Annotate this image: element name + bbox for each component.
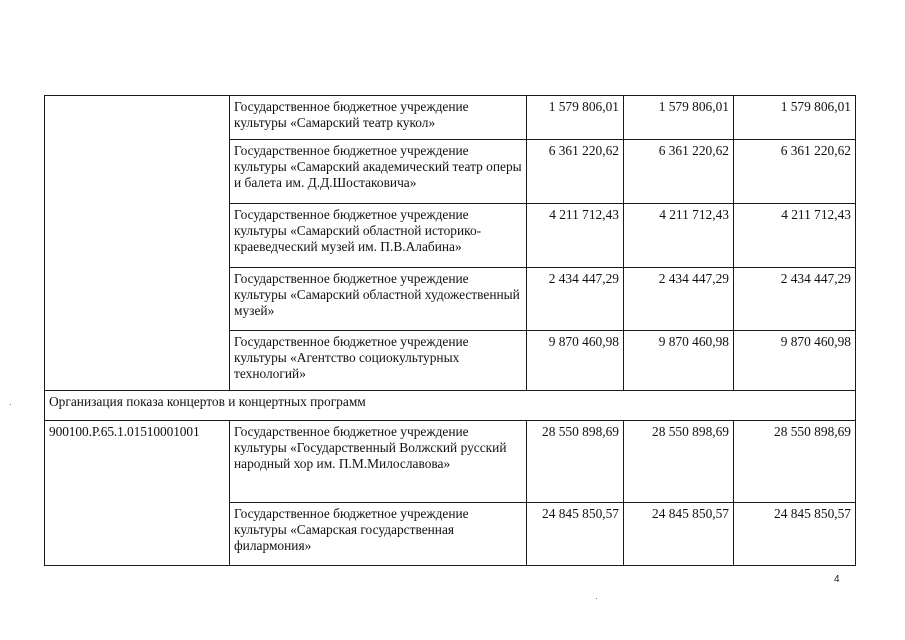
amount-year2-cell: 1 579 806,01 <box>624 96 734 140</box>
amount-year1-cell: 6 361 220,62 <box>527 140 624 204</box>
institution-name-cell: Государственное бюджетное учреждение культуры «Самарский областной художественный музей» <box>230 268 527 331</box>
service-code-cell: 900100.Р.65.1.01510001001 <box>45 421 230 566</box>
amount-year3-cell: 4 211 712,43 <box>734 204 856 268</box>
amount-year3-cell: 9 870 460,98 <box>734 331 856 391</box>
amount-year3-cell: 6 361 220,62 <box>734 140 856 204</box>
section-row <box>45 391 856 421</box>
amount-year3-cell: 2 434 447,29 <box>734 268 856 331</box>
amount-year2-cell: 28 550 898,69 <box>624 421 734 503</box>
institution-name-cell: Государственное бюджетное учреждение культуры «Государственный Волжский русский народный хор им. П.М.Милославова» <box>230 421 527 503</box>
table-row <box>45 421 856 503</box>
amount-year2-cell: 4 211 712,43 <box>624 204 734 268</box>
institution-name-cell: Государственное бюджетное учреждение культуры «Агентство социокультурных технологий» <box>230 331 527 391</box>
institution-name-cell: Государственное бюджетное учреждение культуры «Самарский областной историко-краеведческий музей им. П.В.Алабина» <box>230 204 527 268</box>
amount-year3-cell: 24 845 850,57 <box>734 503 856 566</box>
institution-name-cell: Государственное бюджетное учреждение культуры «Самарская государственная филармония» <box>230 503 527 566</box>
scan-speck <box>596 598 597 599</box>
table-row <box>45 96 856 140</box>
section-title: Организация показа концертов и концертных программ <box>45 391 856 421</box>
amount-year1-cell: 4 211 712,43 <box>527 204 624 268</box>
amount-year3-cell: 1 579 806,01 <box>734 96 856 140</box>
page-number: 4 <box>834 574 840 585</box>
amount-year2-cell: 9 870 460,98 <box>624 331 734 391</box>
amount-year1-cell: 1 579 806,01 <box>527 96 624 140</box>
institution-name-cell: Государственное бюджетное учреждение культуры «Самарский академический театр оперы и балета им. Д.Д.Шостаковича» <box>230 140 527 204</box>
amount-year3-cell: 28 550 898,69 <box>734 421 856 503</box>
amount-year2-cell: 24 845 850,57 <box>624 503 734 566</box>
institution-name-cell: Государственное бюджетное учреждение культуры «Самарский театр кукол» <box>230 96 527 140</box>
amount-year1-cell: 2 434 447,29 <box>527 268 624 331</box>
service-code-cell <box>45 96 230 391</box>
amount-year2-cell: 6 361 220,62 <box>624 140 734 204</box>
amount-year1-cell: 9 870 460,98 <box>527 331 624 391</box>
scan-speck <box>10 404 11 405</box>
amount-year1-cell: 24 845 850,57 <box>527 503 624 566</box>
amount-year2-cell: 2 434 447,29 <box>624 268 734 331</box>
budget-table <box>44 95 856 566</box>
amount-year1-cell: 28 550 898,69 <box>527 421 624 503</box>
